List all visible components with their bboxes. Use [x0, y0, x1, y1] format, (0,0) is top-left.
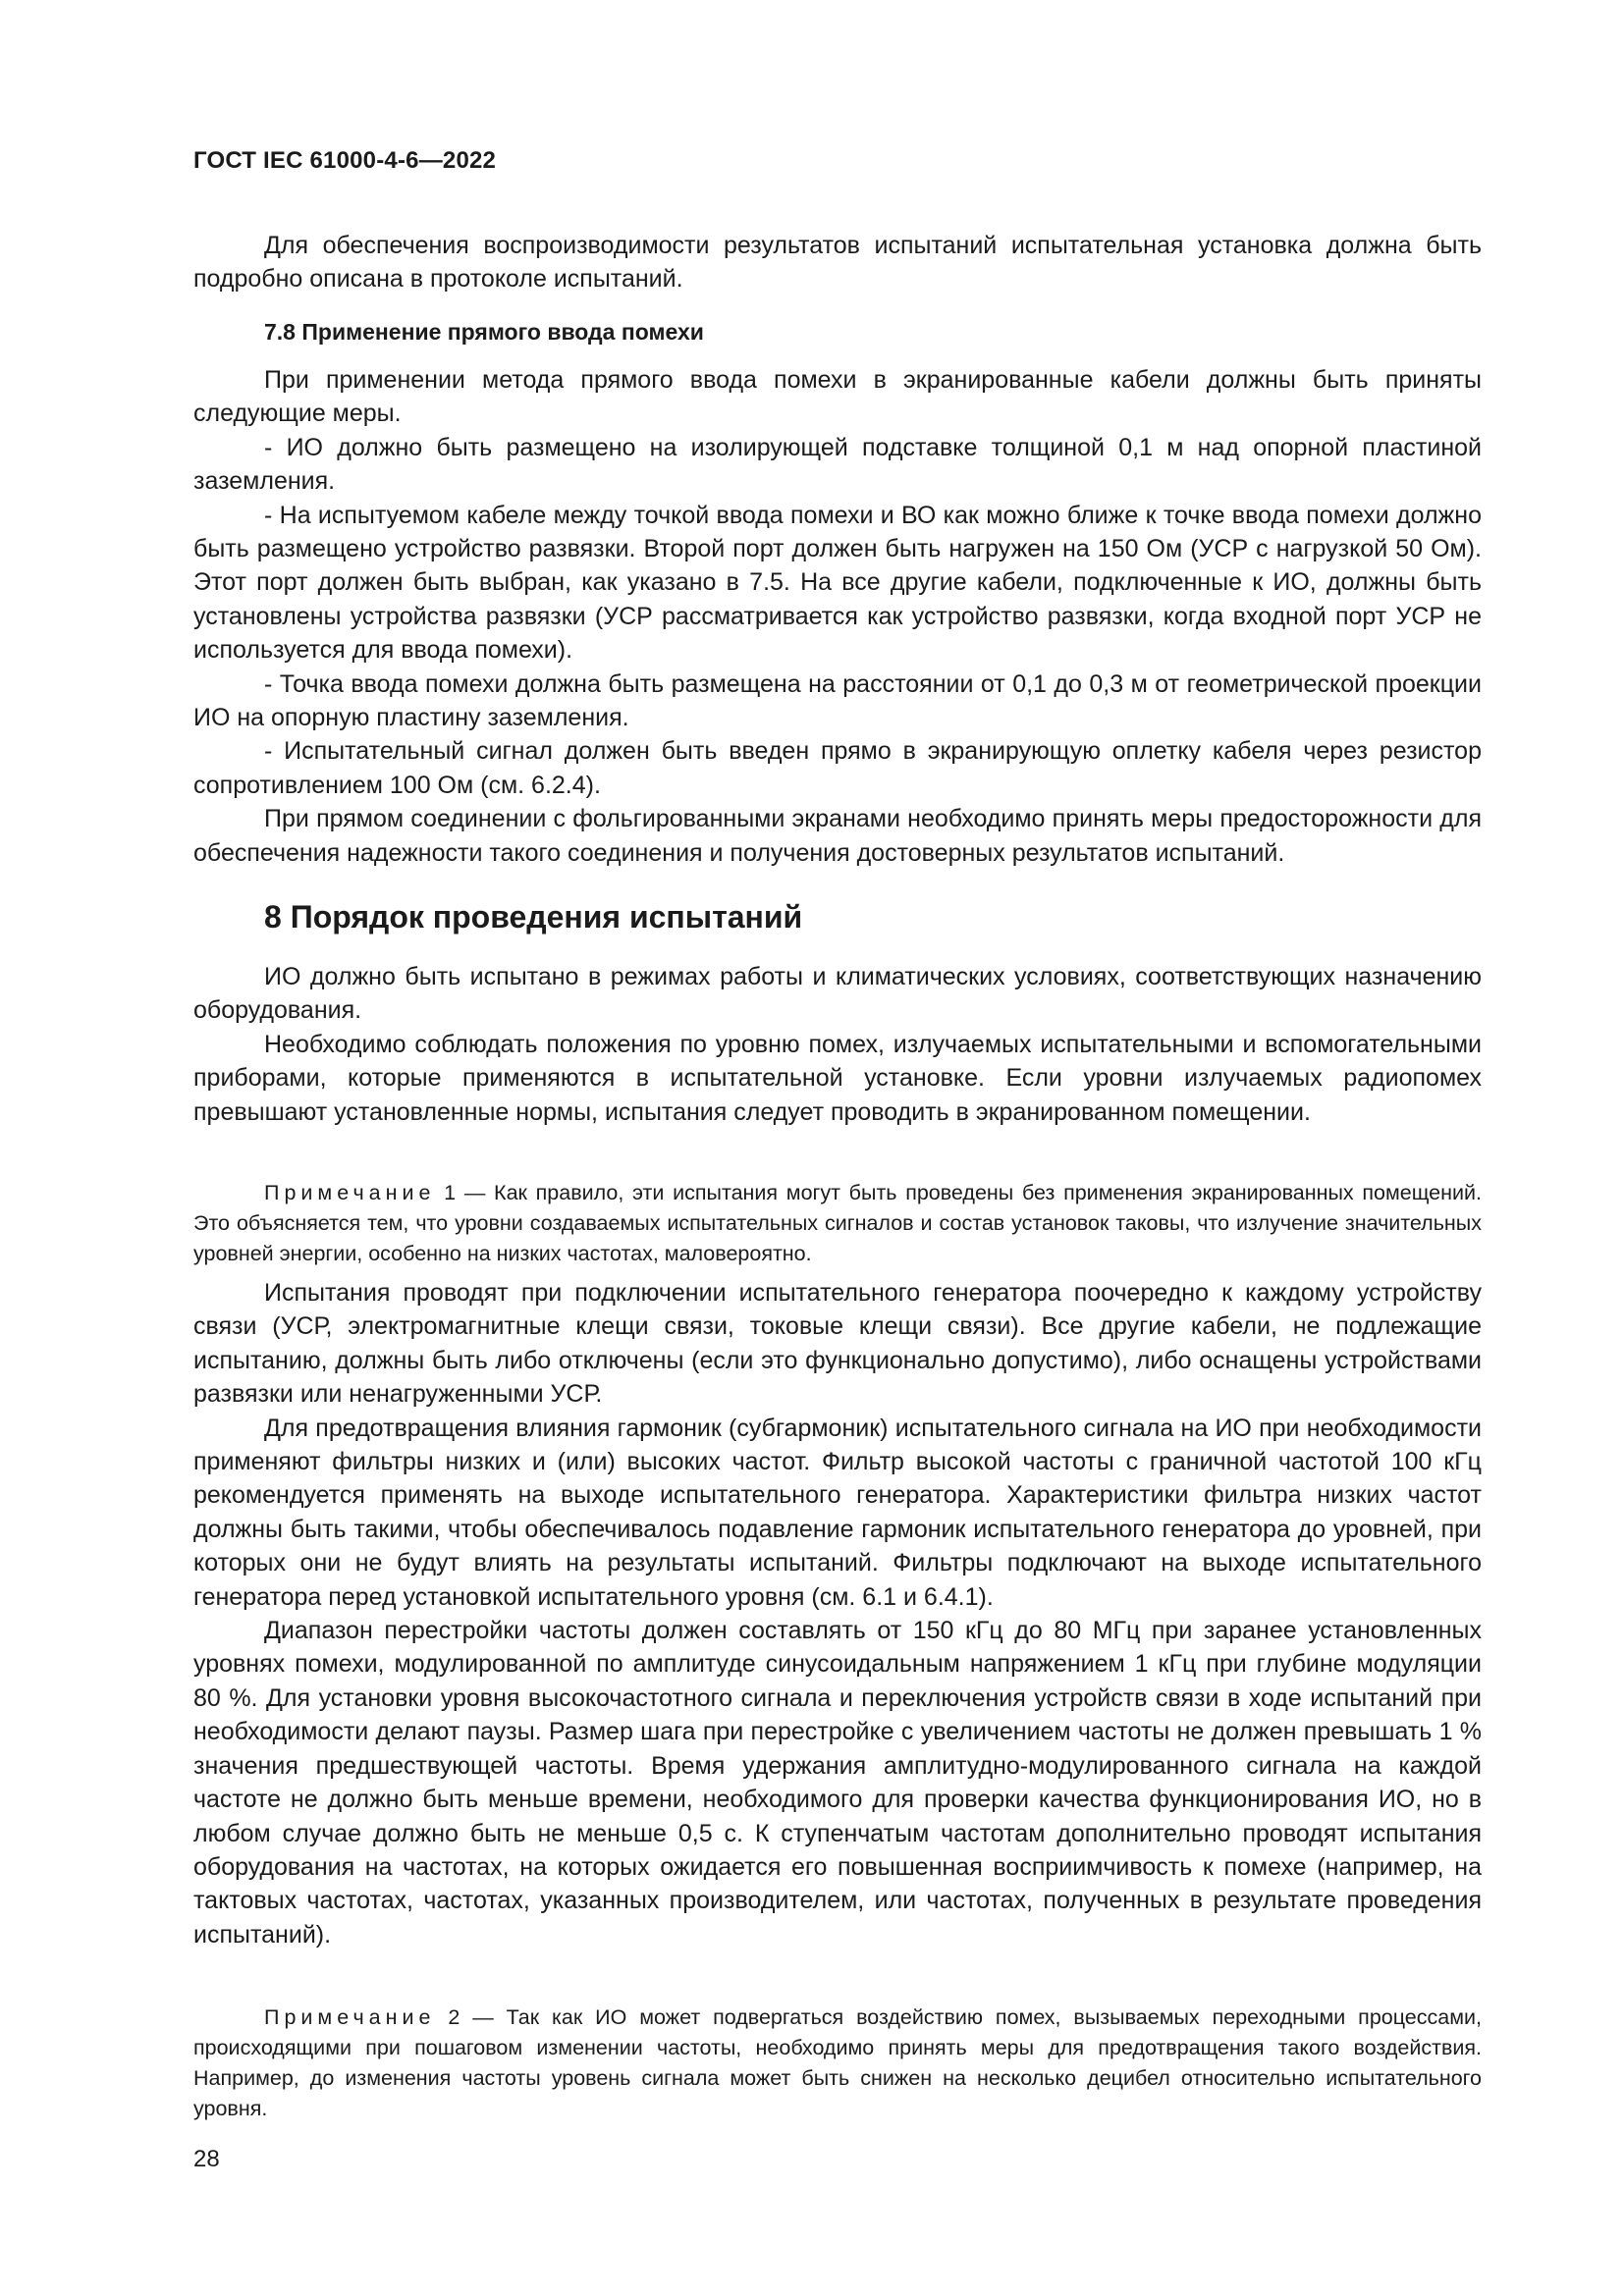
section-8-title: 8 Порядок проведения испытаний	[264, 899, 803, 934]
section-8-body-a	[193, 960, 1482, 1129]
intro-paragraph	[193, 229, 1482, 296]
paragraph: - ИО должно быть размещено на изолирующей подставке толщиной 0,1 м над опорной пластиной заземления.	[193, 433, 1482, 496]
paragraph: Диапазон перестройки частоты должен составлять от 150 кГц до 80 МГц при заранее установленных уровнях помехи, модулированной по амплитуде синусоидальным напряжением 1 кГц при глубине модуляции 80 %. Для установки уровня высокочастотного сигнала и переключения устройств связи в ходе испытаний при необходимости делают паузы. Размер шага при перестройке с увеличением частоты не должен превышать 1 % значения предшествующей частоты. Время удержания амплитудно-модулированного сигнала на каждой частоте не должно быть меньше времени, необходимого для проверки качества функционирования ИО, но в любом случае должно быть не меньше 0,5 с. К ступенчатым частотам дополнительно проводят испытания оборудования на частотах, на которых ожидается его повышенная восприимчивость к помехе (например, на тактовых частотах, частотах, указанных производителем, или частотах, полученных в результате проведения испытаний).	[193, 1617, 1482, 1949]
paragraph: - Испытательный сигнал должен быть введен прямо в экранирующую оплетку кабеля через резистор сопротивлением 100 Ом (см. 6.2.4).	[193, 737, 1482, 799]
note-label: Примечание	[264, 2005, 436, 2029]
paragraph: При применении метода прямого ввода помехи в экранированные кабели должны быть приняты следующие меры.	[193, 366, 1482, 428]
paragraph: Необходимо соблюдать положения по уровню помех, излучаемых испытательными и вспомогательными приборами, которые применяются в испытательной установке. Если уровни излучаемых радиопомех превышают установленные нормы, испытания следует проводить в экранированном помещении.	[193, 1030, 1482, 1126]
section-8-body-b	[193, 1276, 1482, 1951]
section-7-8-body	[193, 363, 1482, 870]
note-1	[193, 1178, 1482, 1269]
note-2	[193, 2002, 1482, 2124]
paragraph: - Точка ввода помехи должна быть размещена на расстоянии от 0,1 до 0,3 м от геометрической проекции ИО на опорную пластину заземления.	[193, 669, 1482, 732]
page-number: 28	[193, 2146, 220, 2172]
paragraph: Для предотвращения влияния гармоник (субгармоник) испытательного сигнала на ИО при необходимости применяют фильтры низких и (или) высоких частот. Фильтр высокой частоты с граничной частотой 100 кГц рекомендуется применять на выходе испытательного генератора. Характеристики фильтра низких частот должны быть такими, чтобы обеспечивалось подавление гармоник испытательного генератора до уровней, при которых они не будут влиять на результаты испытаний. Фильтры подключают на выходе испытательного генератора перед установкой испытательного уровня (см. 6.1 и 6.4.1).	[193, 1414, 1482, 1611]
section-7-8-title: 7.8 Применение прямого ввода помехи	[264, 319, 704, 345]
note-text: 1 — Как правило, эти испытания могут быть проведены без применения экранированных помещений. Это объясняется тем, что уровни создаваемых испытательных сигналов и состав установок таковы, что излучение значительных уровней энергии, особенно на низких частотах, маловероятно.	[193, 1181, 1482, 1265]
note-label: Примечание	[264, 1181, 436, 1204]
paragraph: Испытания проводят при подключении испытательного генератора поочередно к каждому устройству связи (УСР, электромагнитные клещи связи, токовые клещи связи). Все другие кабели, не подлежащие испытанию, должны быть либо отключены (если это функционально допустимо), либо оснащены устройствами развязки или ненагруженными УСР.	[193, 1279, 1482, 1409]
note-text: 2 — Так как ИО может подвергаться воздействию помех, вызываемых переходными процессами, происходящими при пошаговом изменении частоты, необходимо принять меры для предотвращения такого воздействия. Например, до изменения частоты уровень сигнала может быть снижен на несколько децибел относительно испытательного уровня.	[193, 2005, 1482, 2120]
paragraph: При прямом соединении с фольгированными экранами необходимо принять меры предосторожности для обеспечения надежности такого соединения и получения достоверных результатов испытаний.	[193, 805, 1482, 867]
paragraph: Для обеспечения воспроизводимости результатов испытаний испытательная установка должна быть подробно описана в протоколе испытаний.	[193, 232, 1482, 294]
paragraph: ИО должно быть испытано в режимах работы и климатических условиях, соответствующих назначению оборудования.	[193, 963, 1482, 1025]
paragraph: - На испытуемом кабеле между точкой ввода помехи и ВО как можно ближе к точке ввода помехи должно быть размещено устройство развязки. Второй порт должен быть нагружен на 150 Ом (УСР с нагрузкой 50 Ом). Этот порт должен быть выбран, как указано в 7.5. На все другие кабели, подключенные к ИО, должны быть установлены устройства развязки (УСР рассматривается как устройство развязки, когда входной порт УСР не используется для ввода помехи).	[193, 501, 1482, 665]
document-header: ГОСТ IEC 61000-4-6—2022	[193, 147, 497, 174]
